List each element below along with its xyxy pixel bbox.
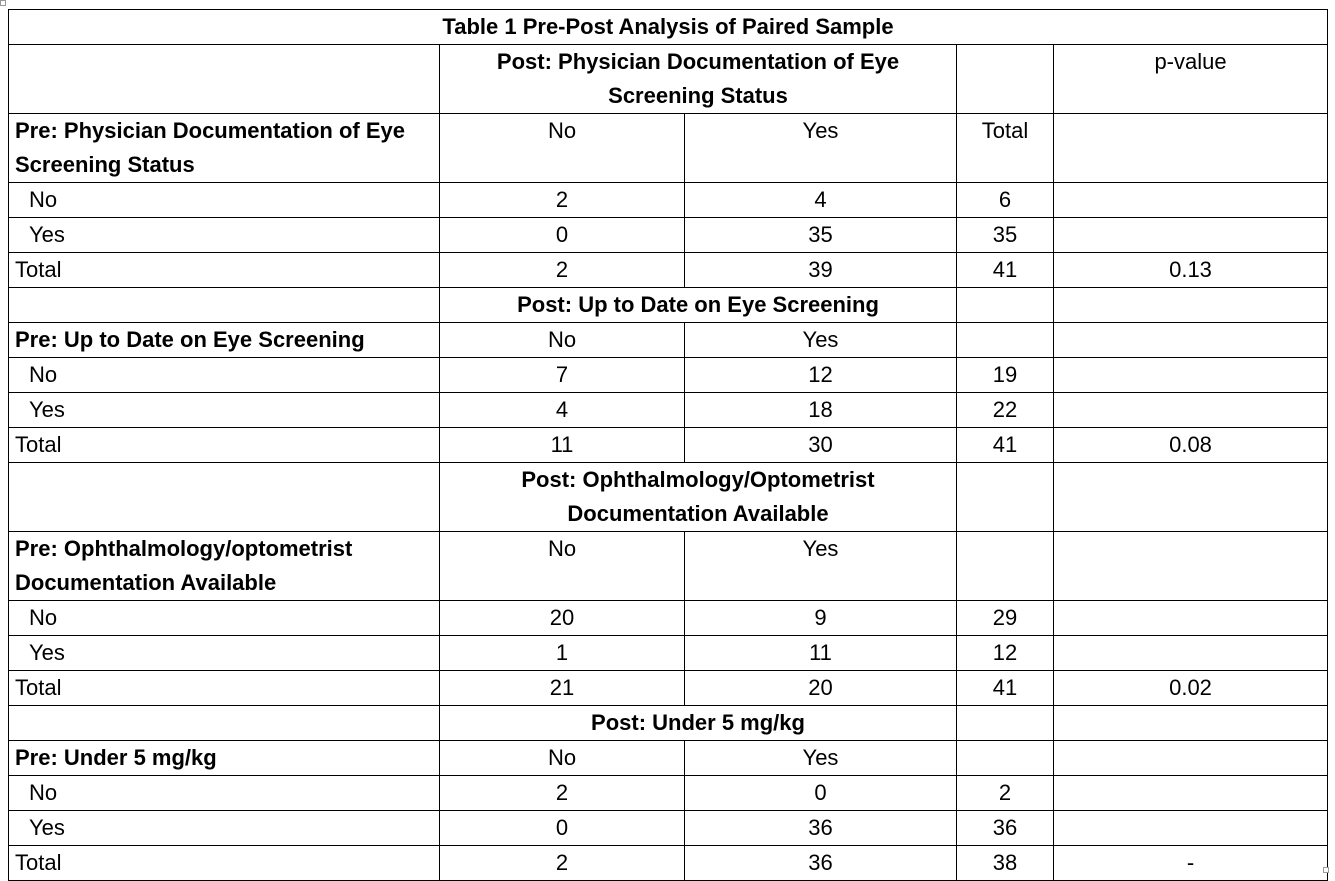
- empty-cell: [1054, 288, 1328, 323]
- row-label: Total: [9, 671, 440, 706]
- post-up-to-date-header: Post: Up to Date on Eye Screening: [440, 288, 957, 323]
- empty-cell: [1054, 393, 1328, 428]
- section-1-post-header-row: [9, 45, 1328, 114]
- cell-total: 22: [957, 393, 1054, 428]
- title-row: [9, 10, 1328, 45]
- empty-cell: [9, 45, 440, 114]
- post-ophthalmology-header: Post: Ophthalmology/Optometrist Documentation Available: [440, 463, 957, 532]
- col-no-header: No: [440, 323, 685, 358]
- empty-cell: [1054, 358, 1328, 393]
- empty-cell: [1054, 776, 1328, 811]
- cell-yes: 11: [685, 636, 957, 671]
- table-row: [9, 183, 1328, 218]
- section-4-post-header-row: [9, 706, 1328, 741]
- table-row: [9, 601, 1328, 636]
- cell-total: 6: [957, 183, 1054, 218]
- row-label: No: [9, 358, 440, 393]
- pre-up-to-date-label: Pre: Up to Date on Eye Screening: [9, 323, 440, 358]
- cell-no: 0: [440, 811, 685, 846]
- cell-no: 4: [440, 393, 685, 428]
- cell-total: 41: [957, 428, 1054, 463]
- empty-cell: [957, 463, 1054, 532]
- table-row: [9, 636, 1328, 671]
- row-label: Total: [9, 253, 440, 288]
- col-no-header: No: [440, 741, 685, 776]
- section-3-pre-header-row: [9, 532, 1328, 601]
- row-label: Total: [9, 846, 440, 881]
- cell-no: 2: [440, 183, 685, 218]
- empty-cell: [9, 706, 440, 741]
- cell-total: 36: [957, 811, 1054, 846]
- table-container: [8, 9, 1328, 881]
- cell-no: 7: [440, 358, 685, 393]
- empty-cell: [1054, 183, 1328, 218]
- col-yes-header: Yes: [685, 114, 957, 183]
- cell-no: 21: [440, 671, 685, 706]
- cell-total: 35: [957, 218, 1054, 253]
- empty-cell: [957, 323, 1054, 358]
- cell-total: 2: [957, 776, 1054, 811]
- section-4-pre-header-row: [9, 741, 1328, 776]
- row-label: Yes: [9, 393, 440, 428]
- cell-total: 29: [957, 601, 1054, 636]
- pre-under-5-label: Pre: Under 5 mg/kg: [9, 741, 440, 776]
- row-label: No: [9, 183, 440, 218]
- cell-yes: 36: [685, 846, 957, 881]
- table-row-total: [9, 428, 1328, 463]
- section-1-pre-header-row: [9, 114, 1328, 183]
- empty-cell: [9, 463, 440, 532]
- col-yes-header: Yes: [685, 323, 957, 358]
- row-label: No: [9, 776, 440, 811]
- section-2-pre-header-row: [9, 323, 1328, 358]
- cell-yes: 30: [685, 428, 957, 463]
- row-label: No: [9, 601, 440, 636]
- table-row-total: [9, 253, 1328, 288]
- section-2-post-header-row: [9, 288, 1328, 323]
- empty-cell: [1054, 463, 1328, 532]
- cell-total: 19: [957, 358, 1054, 393]
- cell-no: 0: [440, 218, 685, 253]
- cell-no: 2: [440, 253, 685, 288]
- cell-yes: 0: [685, 776, 957, 811]
- empty-cell: [1054, 218, 1328, 253]
- empty-cell: [957, 741, 1054, 776]
- post-physician-header: Post: Physician Documentation of Eye Screening Status: [440, 45, 957, 114]
- pre-physician-label: Pre: Physician Documentation of Eye Screening Status: [9, 114, 440, 183]
- table-row: [9, 776, 1328, 811]
- cell-yes: 4: [685, 183, 957, 218]
- cell-yes: 18: [685, 393, 957, 428]
- cell-yes: 35: [685, 218, 957, 253]
- cell-no: 2: [440, 846, 685, 881]
- paired-sample-table: [8, 9, 1328, 881]
- empty-cell: [957, 706, 1054, 741]
- empty-cell: [1054, 532, 1328, 601]
- col-yes-header: Yes: [685, 741, 957, 776]
- post-under-5-header: Post: Under 5 mg/kg: [440, 706, 957, 741]
- row-label: Yes: [9, 218, 440, 253]
- cell-yes: 20: [685, 671, 957, 706]
- cell-no: 1: [440, 636, 685, 671]
- cell-p-value: 0.02: [1054, 671, 1328, 706]
- row-label: Total: [9, 428, 440, 463]
- empty-cell: [957, 45, 1054, 114]
- table-row: [9, 393, 1328, 428]
- cell-yes: 36: [685, 811, 957, 846]
- empty-cell: [957, 288, 1054, 323]
- cell-yes: 9: [685, 601, 957, 636]
- empty-cell: [1054, 636, 1328, 671]
- table-row-total: [9, 846, 1328, 881]
- empty-cell: [957, 532, 1054, 601]
- col-total-header: Total: [957, 114, 1054, 183]
- empty-cell: [1054, 741, 1328, 776]
- row-label: Yes: [9, 636, 440, 671]
- empty-cell: [1054, 114, 1328, 183]
- cell-total: 38: [957, 846, 1054, 881]
- cell-p-value: 0.08: [1054, 428, 1328, 463]
- col-yes-header: Yes: [685, 532, 957, 601]
- table-row: [9, 218, 1328, 253]
- empty-cell: [9, 288, 440, 323]
- col-no-header: No: [440, 114, 685, 183]
- cell-total: 12: [957, 636, 1054, 671]
- empty-cell: [1054, 706, 1328, 741]
- section-3-post-header-row: [9, 463, 1328, 532]
- table-move-handle[interactable]: [0, 0, 6, 6]
- cell-no: 11: [440, 428, 685, 463]
- cell-total: 41: [957, 671, 1054, 706]
- cell-no: 2: [440, 776, 685, 811]
- p-value-header: p-value: [1054, 45, 1328, 114]
- table-title: Table 1 Pre-Post Analysis of Paired Sample: [9, 10, 1328, 45]
- empty-cell: [1054, 811, 1328, 846]
- cell-yes: 39: [685, 253, 957, 288]
- cell-p-value: -: [1054, 846, 1328, 881]
- pre-ophthalmology-label: Pre: Ophthalmology/optometrist Documentation Available: [9, 532, 440, 601]
- col-no-header: No: [440, 532, 685, 601]
- table-resize-handle[interactable]: [1323, 867, 1329, 873]
- cell-yes: 12: [685, 358, 957, 393]
- table-row-total: [9, 671, 1328, 706]
- table-row: [9, 811, 1328, 846]
- cell-no: 20: [440, 601, 685, 636]
- empty-cell: [1054, 323, 1328, 358]
- cell-p-value: 0.13: [1054, 253, 1328, 288]
- empty-cell: [1054, 601, 1328, 636]
- cell-total: 41: [957, 253, 1054, 288]
- row-label: Yes: [9, 811, 440, 846]
- table-row: [9, 358, 1328, 393]
